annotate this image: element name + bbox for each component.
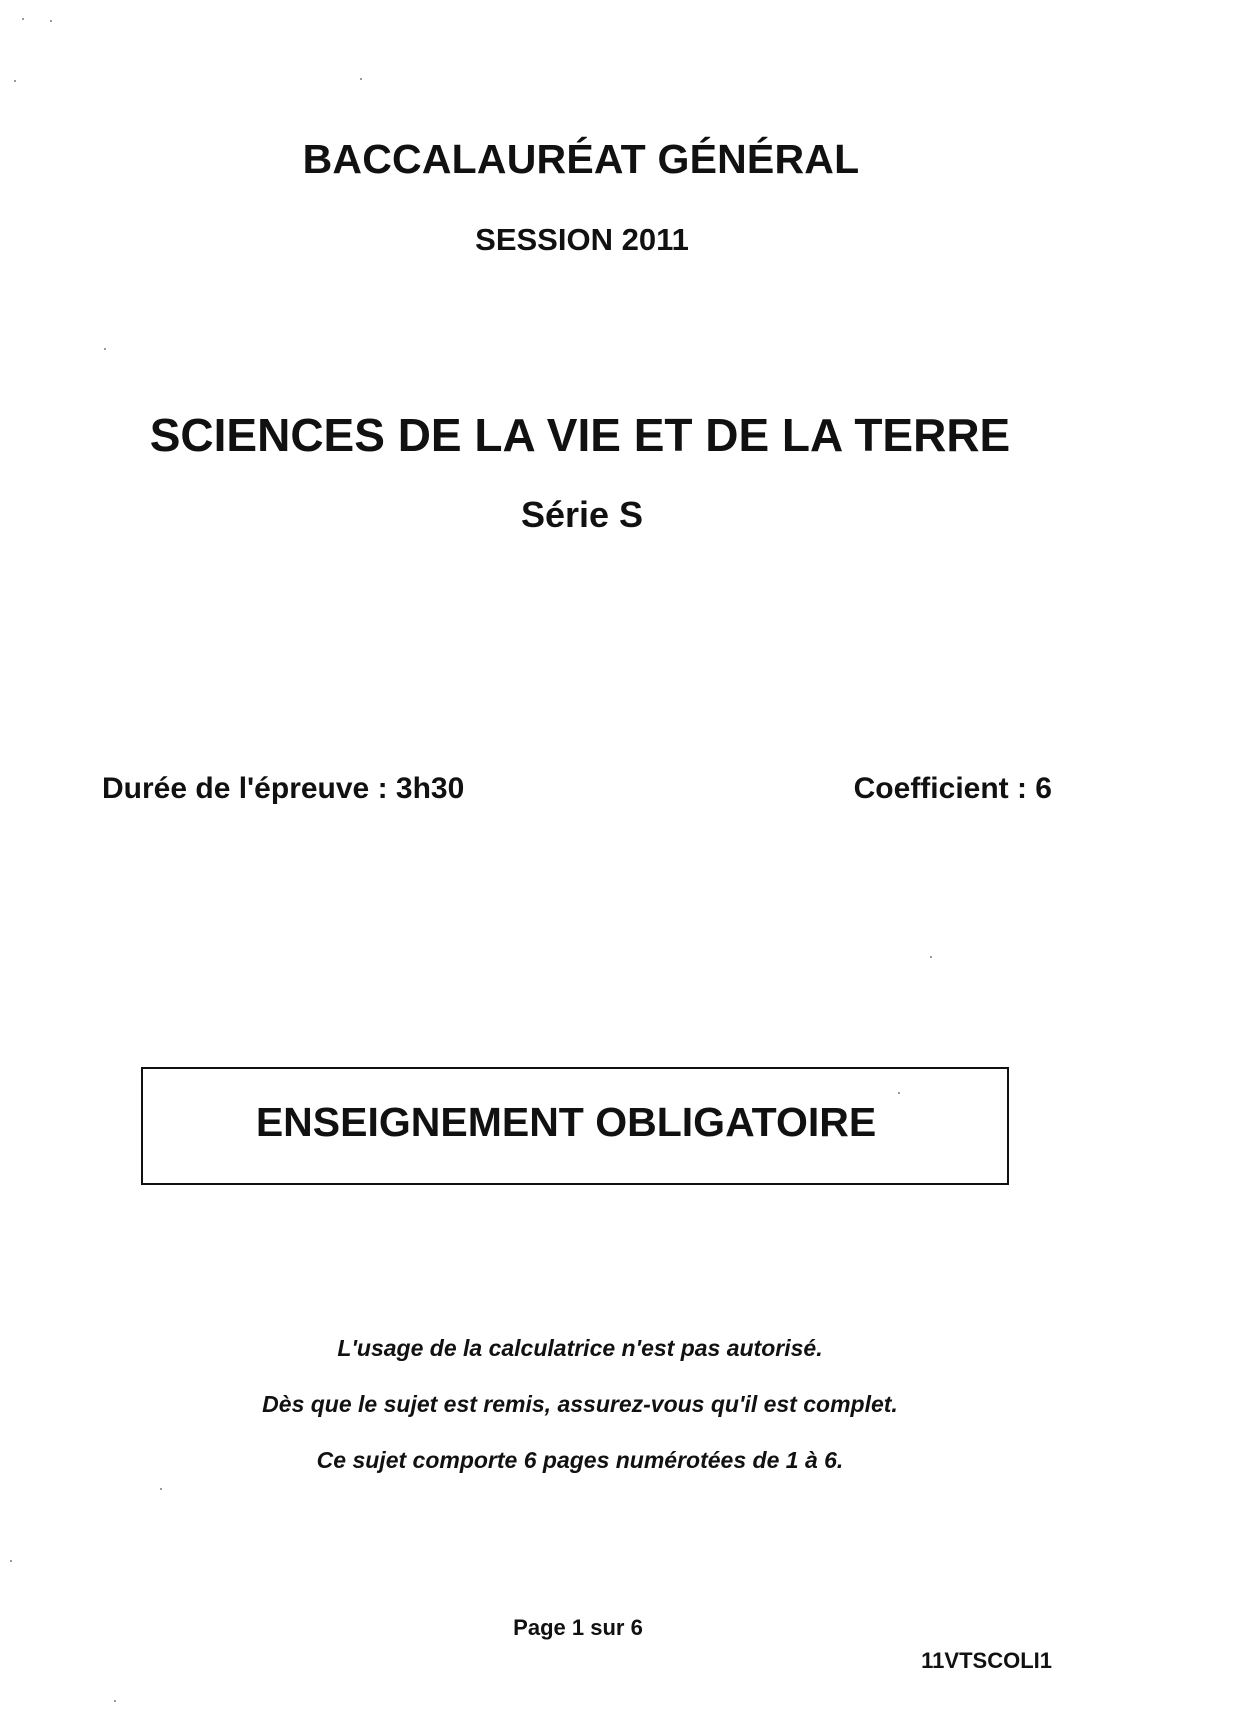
session-year: SESSION 2011 bbox=[475, 222, 689, 257]
scan-speck bbox=[14, 80, 16, 82]
scan-speck bbox=[160, 1488, 162, 1490]
document-code: 11VTSCOLI1 bbox=[921, 1648, 1052, 1673]
scan-speck bbox=[104, 348, 106, 350]
subject-title: SCIENCES DE LA VIE ET DE LA TERRE bbox=[149, 409, 1011, 461]
scan-speck bbox=[898, 1092, 900, 1094]
exam-title: BACCALAURÉAT GÉNÉRAL bbox=[302, 136, 860, 182]
track-label: ENSEIGNEMENT OBLIGATOIRE bbox=[255, 1098, 877, 1145]
exam-duration: Durée de l'épreuve : 3h30 bbox=[102, 772, 465, 805]
page-number: Page 1 sur 6 bbox=[513, 1615, 643, 1640]
scan-speck bbox=[50, 20, 52, 22]
instruction-calculator: L'usage de la calculatrice n'est pas autorisé. bbox=[337, 1335, 823, 1361]
serie-label: Série S bbox=[520, 494, 644, 535]
scan-speck bbox=[114, 1700, 116, 1702]
exam-coefficient: Coefficient : 6 bbox=[853, 772, 1052, 805]
instruction-page-count: Ce sujet comporte 6 pages numérotées de 1 à 6. bbox=[316, 1447, 844, 1473]
scan-speck bbox=[360, 78, 362, 80]
instruction-completeness: Dès que le sujet est remis, assurez-vous qu'il est complet. bbox=[262, 1391, 898, 1417]
track-box bbox=[141, 1067, 1009, 1185]
scan-speck bbox=[10, 1560, 12, 1562]
scan-speck bbox=[22, 18, 24, 20]
scan-speck bbox=[930, 956, 932, 958]
